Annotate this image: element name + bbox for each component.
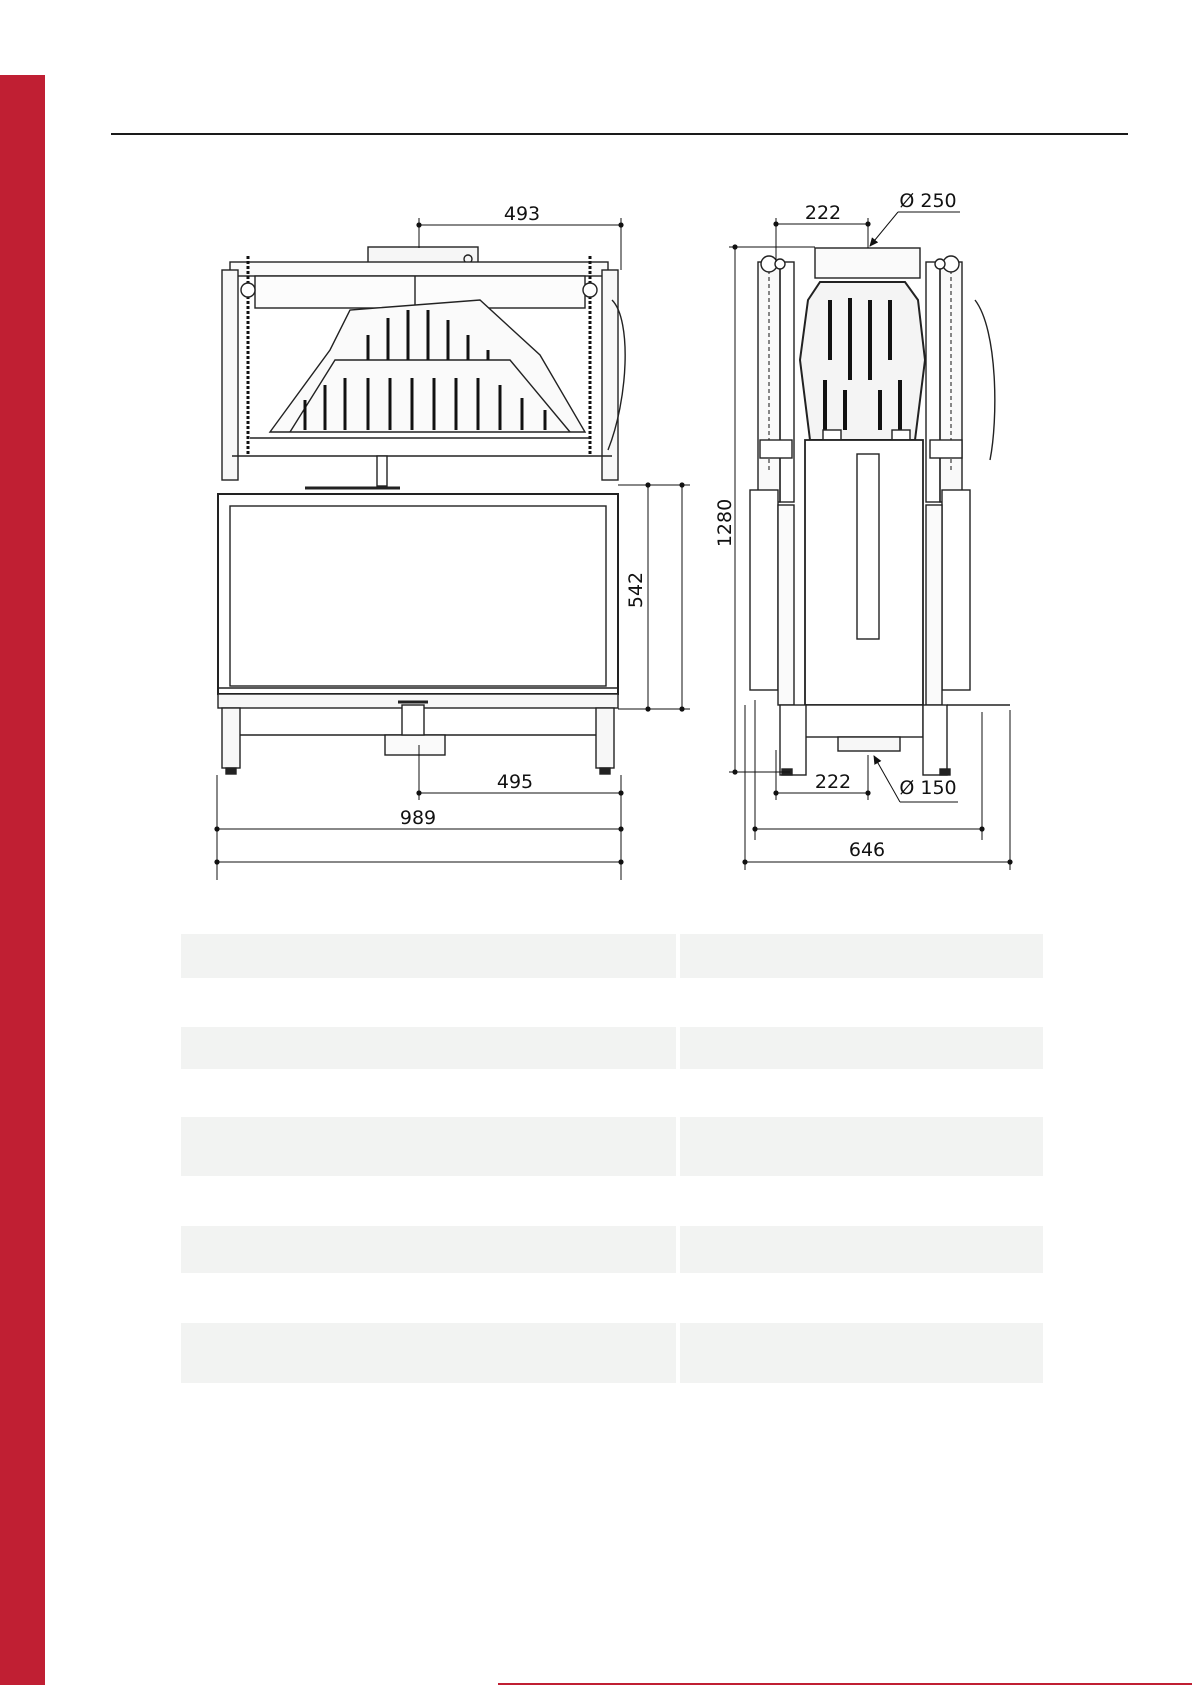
spec-value [680, 1226, 1043, 1273]
spec-label [181, 1276, 676, 1323]
dim-side-flue-diameter: Ø 250 [899, 190, 957, 212]
table-row [181, 1226, 1043, 1273]
table-row [181, 1323, 1043, 1383]
spec-label [181, 981, 676, 1027]
table-row [181, 1276, 1043, 1323]
dim-side-air-inlet-diameter: Ø 150 [899, 777, 957, 799]
table-row [181, 1179, 1043, 1226]
table-row [181, 1072, 1043, 1117]
table-row [181, 1386, 1043, 1430]
table-row [181, 934, 1043, 978]
side-view [750, 248, 1010, 775]
spec-value [680, 1027, 1043, 1069]
spec-value [680, 981, 1043, 1027]
spec-label [181, 1386, 676, 1430]
spec-label [181, 1027, 676, 1069]
spec-table [181, 934, 1043, 1430]
spec-value [680, 1386, 1043, 1430]
spec-label [181, 1179, 676, 1226]
spec-label [181, 1117, 676, 1176]
dim-front-flue-offset: 493 [503, 203, 541, 225]
front-view [218, 247, 625, 774]
dim-side-flue-offset-top: 222 [804, 202, 842, 224]
spec-value [680, 934, 1043, 978]
dim-front-inner-width: 989 [399, 807, 437, 829]
table-row [181, 1027, 1043, 1069]
spec-label [181, 1226, 676, 1273]
dim-side-air-inlet-offset: 222 [814, 771, 852, 793]
spec-value [680, 1323, 1043, 1383]
table-row [181, 1117, 1043, 1176]
spec-label [181, 934, 676, 978]
spec-value [680, 1179, 1043, 1226]
spec-value [680, 1072, 1043, 1117]
spec-label [181, 1072, 676, 1117]
dim-side-total-depth: 646 [848, 839, 886, 861]
table-row [181, 981, 1043, 1027]
spec-label [181, 1323, 676, 1383]
dim-side-total-height: 1280 [714, 498, 736, 548]
spec-value [680, 1117, 1043, 1176]
dim-front-glass-height: 542 [625, 571, 647, 609]
spec-value [680, 1276, 1043, 1323]
dim-front-bottom-offset: 495 [496, 771, 534, 793]
